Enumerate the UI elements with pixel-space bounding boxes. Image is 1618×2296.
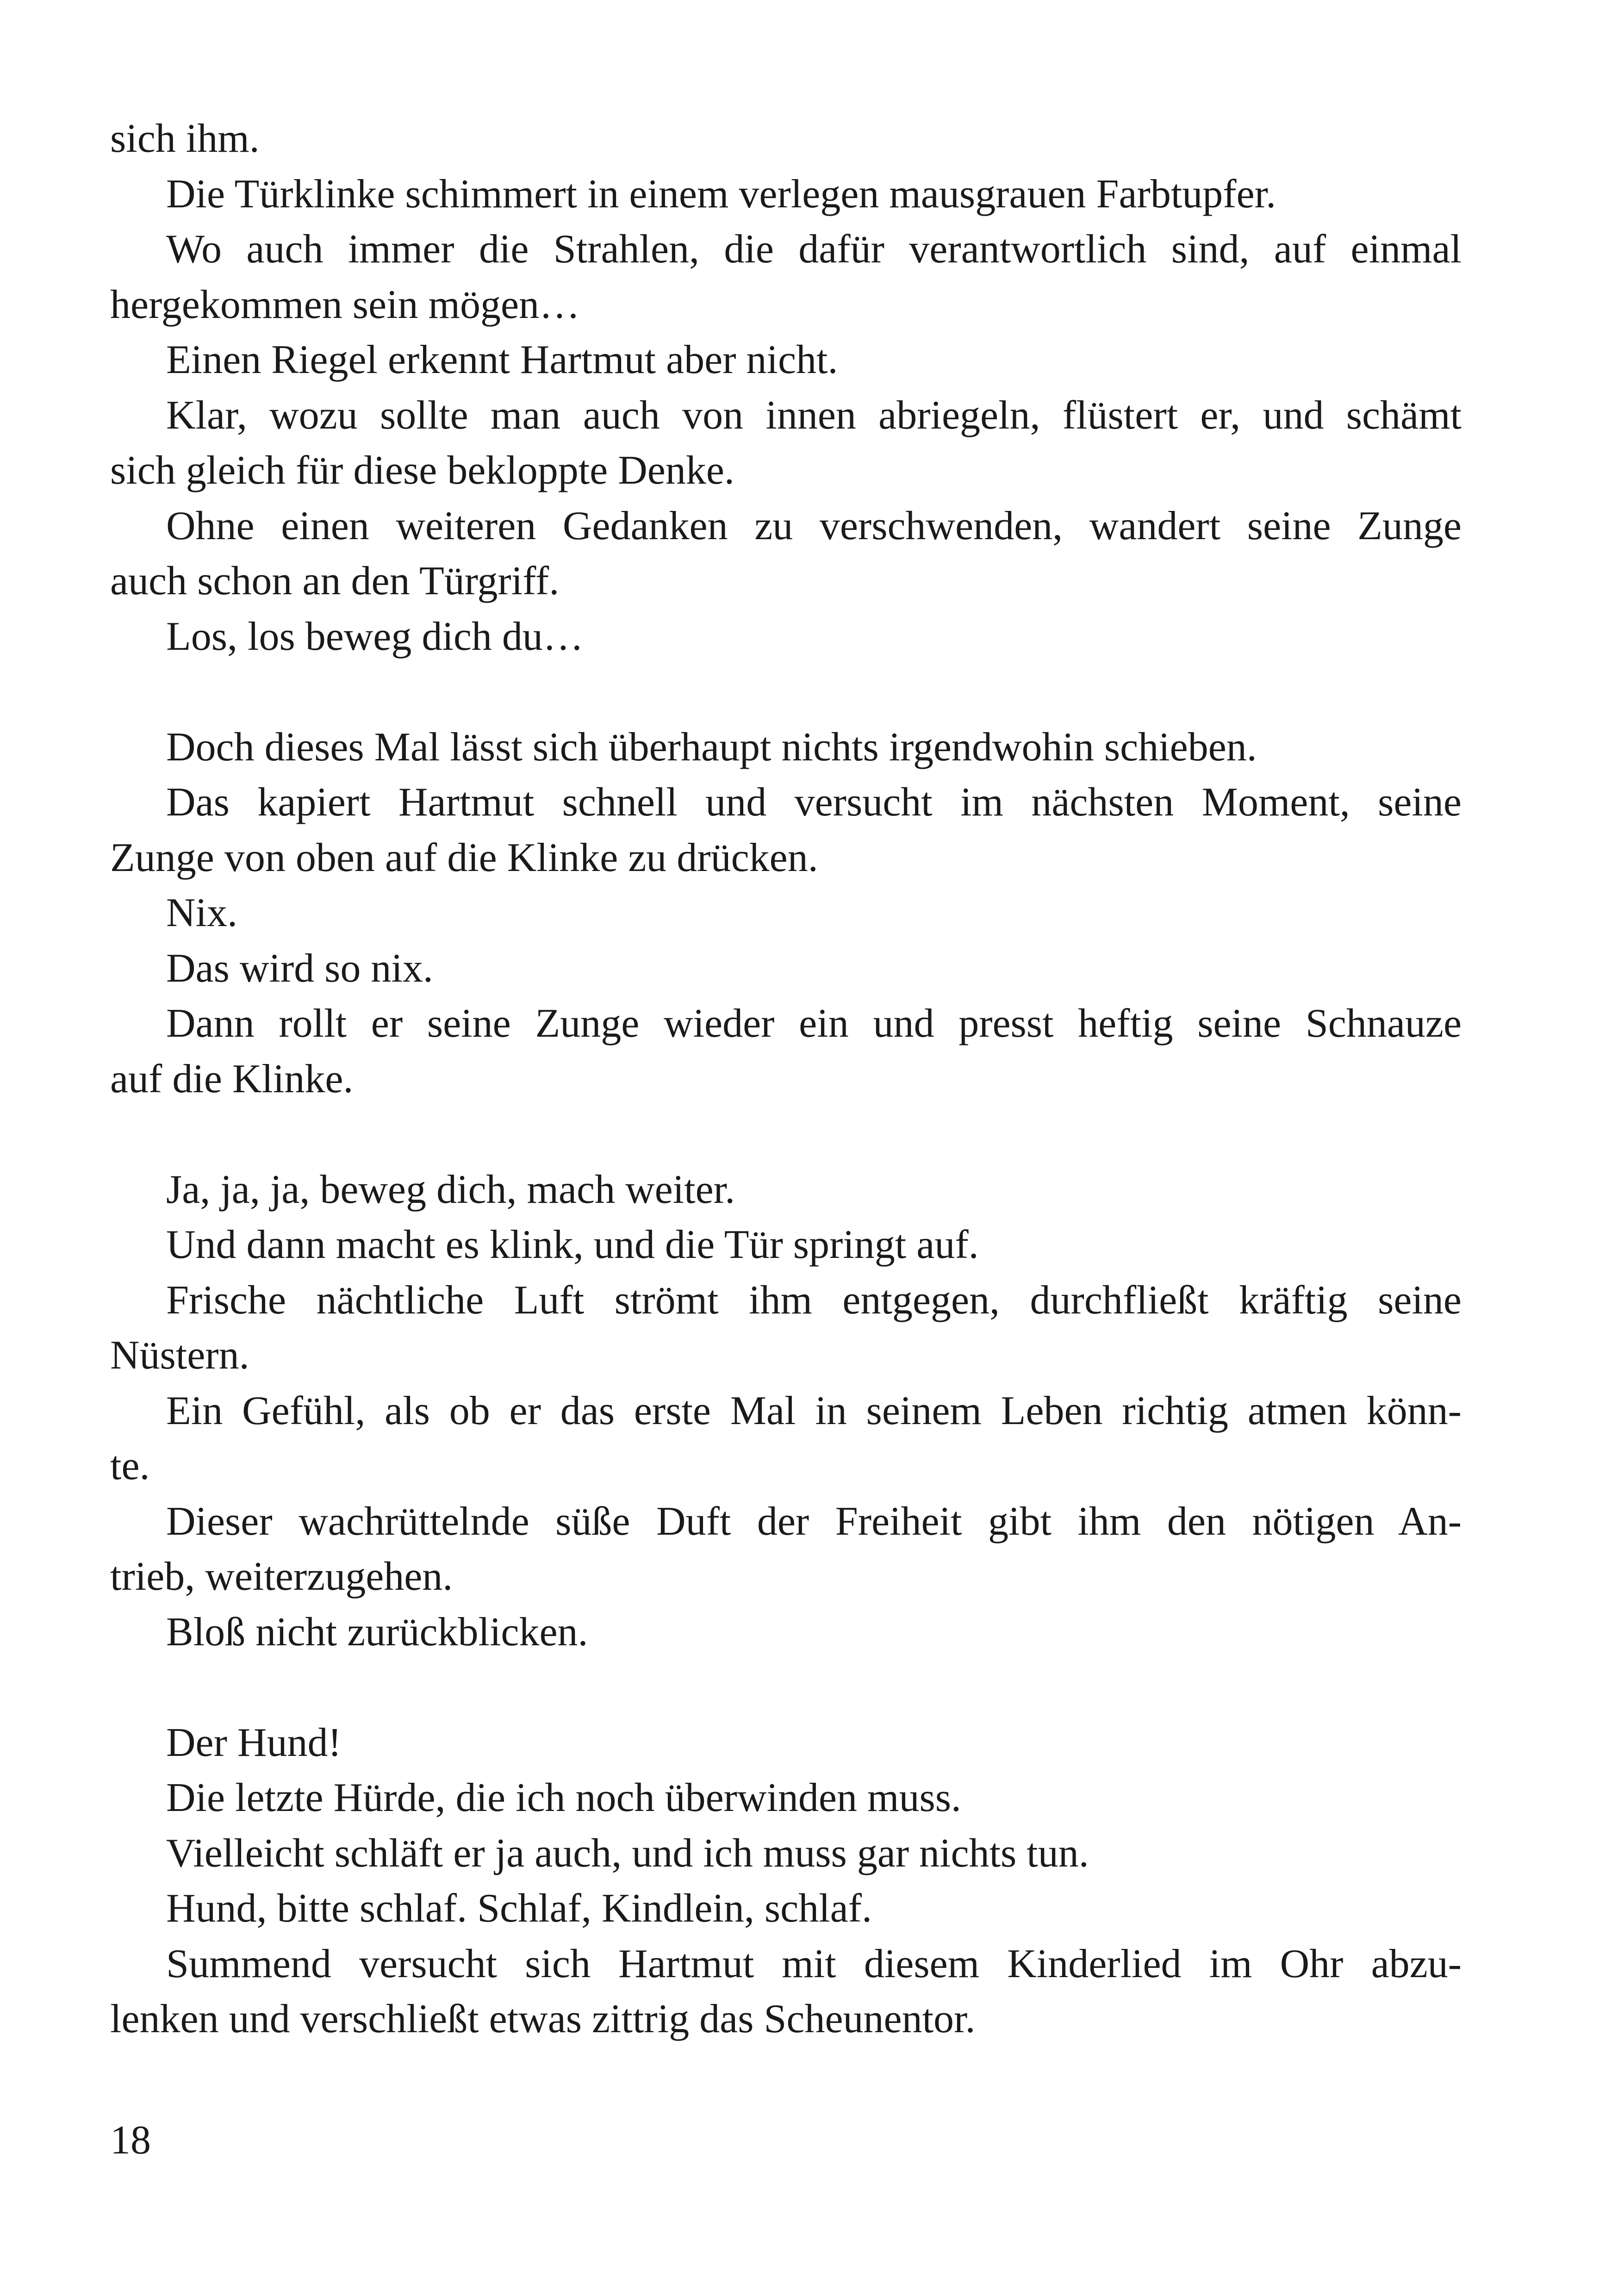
text-line: Doch dieses Mal lässt sich überhaupt nichts irgendwohin schieben. [166, 724, 1257, 770]
body-text [110, 111, 1462, 2047]
page-number: 18 [110, 2118, 151, 2163]
paragraph-gap [110, 1660, 1462, 1715]
text-line: Klar, wozu sollte man auch von innen abriegeln, flüstert er, und schämt [166, 392, 1462, 438]
text-line: Einen Riegel erkennt Hartmut aber nicht. [166, 337, 838, 382]
text-line: Vielleicht schläft er ja auch, und ich muss gar nichts tun. [166, 1830, 1089, 1876]
text-line: Nüstern. [110, 1333, 249, 1378]
text-line: Ein Gefühl, als ob er das erste Mal in seinem Leben richtig atmen könn- [166, 1388, 1462, 1433]
text-line: Der Hund! [166, 1720, 342, 1765]
text-line: Ohne einen weiteren Gedanken zu verschwenden, wandert seine Zunge [166, 503, 1462, 548]
text-line: Wo auch immer die Strahlen, die dafür verantwortlich sind, auf einmal [166, 227, 1462, 272]
text-line: te. [110, 1444, 150, 1488]
text-line: Summend versucht sich Hartmut mit diesem Kinderlied im Ohr abzu- [166, 1941, 1462, 1986]
text-line: lenken und verschließt etwas zittrig das Scheunentor. [110, 1997, 976, 2041]
text-line: trieb, weiterzugehen. [110, 1554, 453, 1599]
text-line: Bloß nicht zurückblicken. [166, 1609, 588, 1655]
paragraph-gap [110, 664, 1462, 720]
text-line: auch schon an den Türgriff. [110, 559, 560, 604]
text-line: Los, los beweg dich du… [166, 614, 584, 659]
text-line: Die Türklinke schimmert in einem verlegen mausgrauen Farbtupfer. [166, 171, 1276, 217]
text-line: auf die Klinke. [110, 1056, 354, 1101]
text-line: Dieser wachrüttelnde süße Duft der Freiheit gibt ihm den nötigen An- [166, 1499, 1462, 1544]
text-line: Die letzte Hürde, die ich noch überwinden muss. [166, 1775, 961, 1820]
text-line: Frische nächtliche Luft strömt ihm entgegen, durchfließt kräftig seine [166, 1277, 1462, 1323]
text-line: sich ihm. [110, 116, 260, 161]
text-line: Nix. [166, 890, 237, 935]
text-line: Ja, ja, ja, beweg dich, mach weiter. [166, 1167, 735, 1212]
paragraph-gap [110, 1107, 1462, 1162]
text-line: sich gleich für diese bekloppte Denke. [110, 448, 734, 493]
text-line: Das kapiert Hartmut schnell und versucht im nächsten Moment, seine [166, 780, 1462, 825]
text-line: Hund, bitte schlaf. Schlaf, Kindlein, schlaf. [166, 1886, 872, 1931]
text-line: Das wird so nix. [166, 946, 433, 991]
text-line: Dann rollt er seine Zunge wieder ein und presst heftig seine Schnauze [166, 1001, 1462, 1046]
text-line: Zunge von oben auf die Klinke zu drücken. [110, 835, 818, 880]
text-line: hergekommen sein mögen… [110, 282, 580, 327]
text-line: Und dann macht es klink, und die Tür springt auf. [166, 1222, 979, 1267]
